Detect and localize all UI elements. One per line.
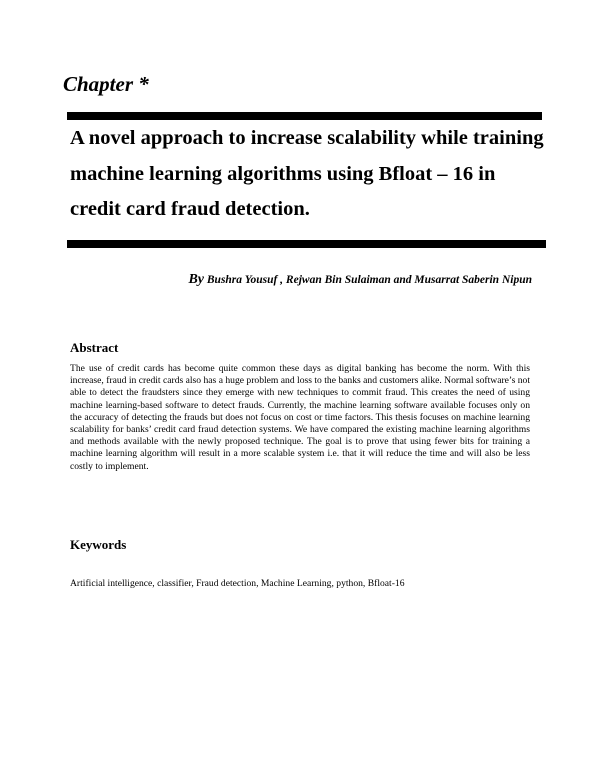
author-line <box>0 272 532 288</box>
title-top-rule <box>67 112 542 120</box>
by-label: By <box>188 272 204 287</box>
chapter-label: Chapter * <box>63 72 149 96</box>
paper-title: A novel approach to increase scalability while training machine learning algorithms using Bfloat – 16 in credit card fraud detection. <box>70 127 544 220</box>
keywords-heading: Keywords <box>70 537 127 552</box>
abstract-text: The use of credit cards has become quite common these days as digital banking has become the norm. With this increase, fraud in credit cards also has a huge problem and loss to the banks and customers alike. Normal software’s not able to detect the fraudsters since they emerge with new techniques to commit fraud. This creates the need of using machine learning-based software to detect frauds. Currently, the machine learning software available focuses only on the accuracy of detecting the frauds but does not focus on cost or time factors. This thesis focuses on machine learning scalability for banks’ credit card fraud detection systems. We have compared the existing machine learning algorithms and methods available with the newly proposed technique. The goal is to prove that using fewer bits for training a machine learning algorithm will result in a more scalable system i.e. that it will reduce the time and will also be less costly to implement. <box>70 363 530 472</box>
keywords-text: Artificial intelligence, classifier, Fraud detection, Machine Learning, python, Bfloat-16 <box>70 578 405 589</box>
author-names: Bushra Yousuf , Rejwan Bin Sulaiman and Musarrat Saberin Nipun <box>206 274 532 286</box>
title-bottom-rule <box>67 240 546 248</box>
abstract-heading: Abstract <box>70 340 119 355</box>
